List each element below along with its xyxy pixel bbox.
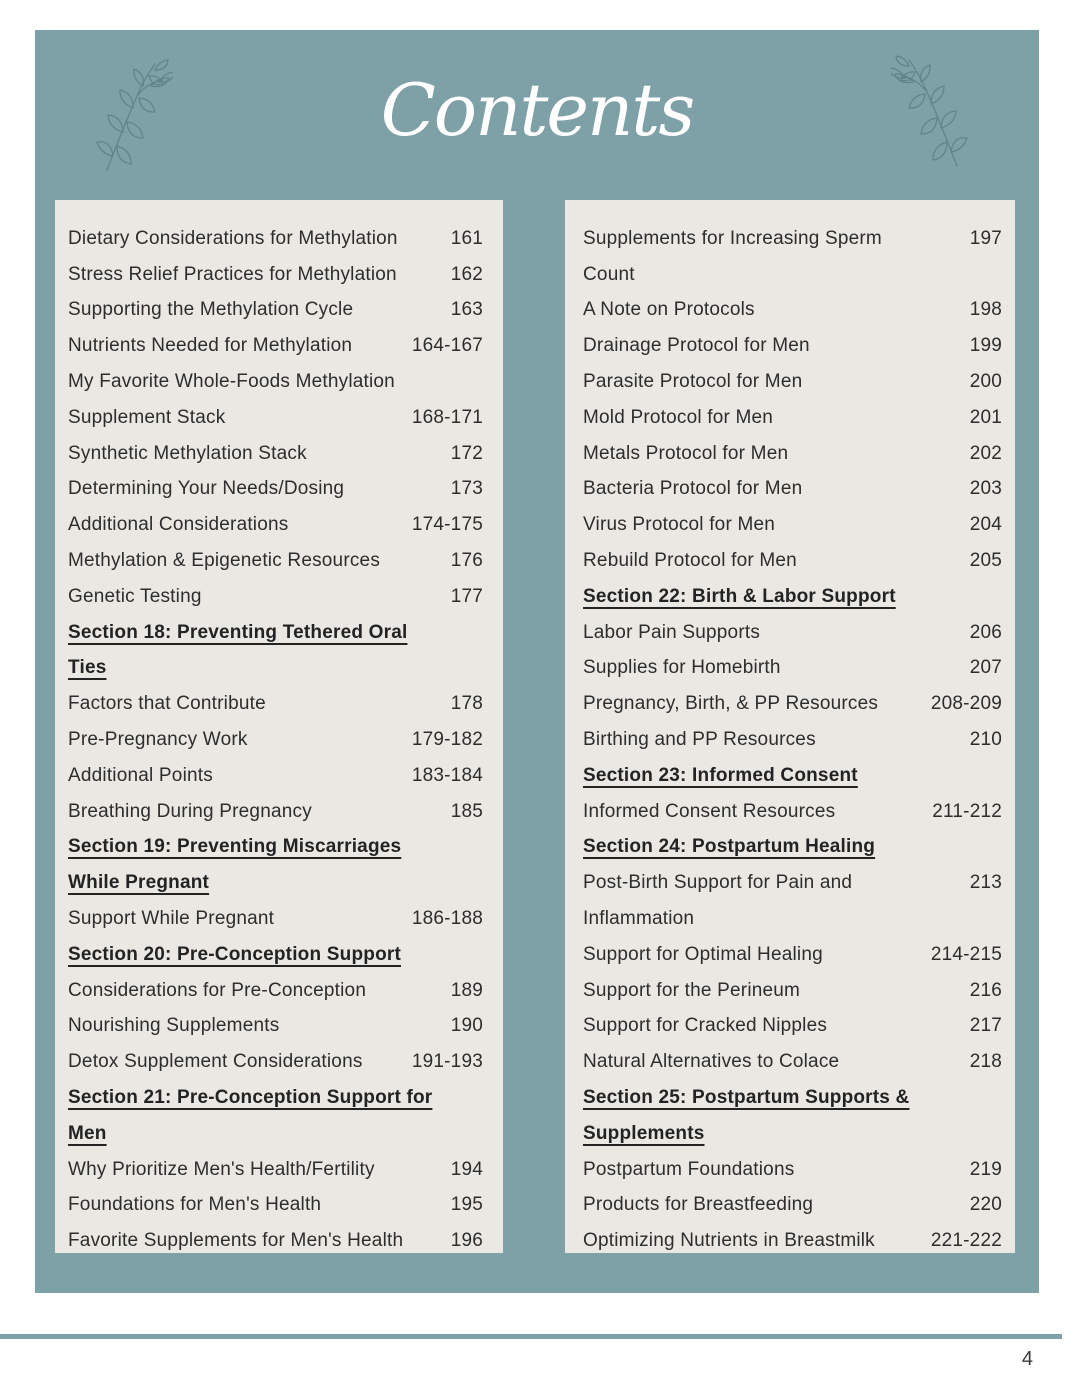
toc-entry-title: Birthing and PP Resources xyxy=(583,729,816,751)
toc-entry xyxy=(583,937,1002,973)
toc-entry-page-number: 197 xyxy=(969,227,1002,249)
toc-entry-title: Section 25: Postpartum Supports & xyxy=(583,1087,910,1109)
toc-entry-title: Nutrients Needed for Methylation xyxy=(68,335,353,357)
toc-entry xyxy=(583,865,1002,901)
toc-entry-title: Section 18: Preventing Tethered Oral xyxy=(68,621,408,643)
toc-entry-page-number: 202 xyxy=(969,442,1002,464)
toc-entry-page-number: 179-182 xyxy=(411,729,483,751)
toc-entry-page-number: 220 xyxy=(969,1194,1002,1216)
toc-left-column xyxy=(55,200,503,1253)
teal-banner xyxy=(35,30,1039,1293)
toc-entry-title: Virus Protocol for Men xyxy=(583,514,776,536)
toc-entry-page-number: 217 xyxy=(969,1015,1002,1037)
toc-entry-title: Methylation & Epigenetic Resources xyxy=(68,550,381,572)
toc-entry-title: Ties xyxy=(68,657,107,679)
toc-entry-page-number: 189 xyxy=(450,979,483,1001)
toc-entry-page-number: 219 xyxy=(969,1158,1002,1180)
toc-entry-page-number: 164-167 xyxy=(411,335,483,357)
toc-entry-title: Synthetic Methylation Stack xyxy=(68,442,307,464)
toc-entry xyxy=(583,579,1002,615)
toc-entry-page-number: 205 xyxy=(969,550,1002,572)
toc-entry-title: Foundations for Men's Health xyxy=(68,1194,322,1216)
toc-entry xyxy=(68,364,483,400)
toc-entry-title: Post-Birth Support for Pain and xyxy=(583,872,853,894)
toc-entry xyxy=(583,257,1002,293)
toc-entry-page-number: 185 xyxy=(450,800,483,822)
toc-entry-page-number: 168-171 xyxy=(411,406,483,428)
toc-entry-title: My Favorite Whole-Foods Methylation xyxy=(68,371,395,393)
toc-entry-page-number: 206 xyxy=(969,621,1002,643)
toc-entry-page-number: 214-215 xyxy=(930,943,1002,965)
toc-entry xyxy=(68,1188,483,1224)
toc-entry xyxy=(583,830,1002,866)
toc-entry-title: Metals Protocol for Men xyxy=(583,442,789,464)
toc-entry xyxy=(583,1080,1002,1116)
toc-entry-page-number: 200 xyxy=(969,371,1002,393)
toc-entry xyxy=(583,1188,1002,1224)
toc-entry xyxy=(583,293,1002,329)
toc-entry-page-number: 183-184 xyxy=(411,764,483,786)
toc-entry-title: Labor Pain Supports xyxy=(583,621,761,643)
toc-entry xyxy=(583,328,1002,364)
toc-entry-page-number: 186-188 xyxy=(411,908,483,930)
toc-entry xyxy=(583,221,1002,257)
toc-entry-title: Nourishing Supplements xyxy=(68,1015,280,1037)
toc-entry xyxy=(583,1009,1002,1045)
botanical-sprig-icon xyxy=(93,58,173,178)
toc-entry-page-number: 208-209 xyxy=(930,693,1002,715)
toc-entry xyxy=(68,257,483,293)
toc-entry-title: Support While Pregnant xyxy=(68,908,275,930)
toc-entry-page-number: 203 xyxy=(969,478,1002,500)
toc-entry xyxy=(68,1152,483,1188)
toc-entry-title: Section 19: Preventing Miscarriages xyxy=(68,836,402,858)
page-title: Contents xyxy=(380,68,694,152)
toc-entry xyxy=(68,472,483,508)
toc-entry xyxy=(583,901,1002,937)
toc-entry-page-number: 199 xyxy=(969,335,1002,357)
toc-entry xyxy=(68,651,483,687)
toc-entry-page-number: 173 xyxy=(450,478,483,500)
toc-entry-page-number: 198 xyxy=(969,299,1002,321)
toc-entry xyxy=(68,293,483,329)
toc-entry xyxy=(583,543,1002,579)
toc-entry xyxy=(68,901,483,937)
toc-entry xyxy=(68,865,483,901)
toc-entry-title: Section 21: Pre-Conception Support for xyxy=(68,1087,433,1109)
toc-entry-page-number: 216 xyxy=(969,979,1002,1001)
toc-entry xyxy=(583,686,1002,722)
toc-entry-title: Favorite Supplements for Men's Health xyxy=(68,1230,404,1252)
toc-entry-page-number: 172 xyxy=(450,442,483,464)
toc-entry-page-number: 196 xyxy=(450,1230,483,1252)
toc-entry-page-number: 221-222 xyxy=(930,1230,1002,1252)
toc-entry xyxy=(583,651,1002,687)
toc-entry xyxy=(583,794,1002,830)
toc-entry-title: Support for the Perineum xyxy=(583,979,801,1001)
toc-entry-title: Mold Protocol for Men xyxy=(583,406,774,428)
toc-entry-title: Section 24: Postpartum Healing xyxy=(583,836,876,858)
toc-entry xyxy=(583,1152,1002,1188)
toc-entry xyxy=(68,937,483,973)
toc-entry xyxy=(68,1044,483,1080)
toc-entry xyxy=(68,794,483,830)
toc-entry-title: Supplements for Increasing Sperm xyxy=(583,227,882,249)
toc-entry xyxy=(68,436,483,472)
toc-entry xyxy=(583,472,1002,508)
toc-entry-page-number: 201 xyxy=(969,406,1002,428)
toc-entry-page-number: 162 xyxy=(450,263,483,285)
toc-entry xyxy=(68,543,483,579)
toc-entry-title: Support for Cracked Nipples xyxy=(583,1015,828,1037)
toc-entry-title: Products for Breastfeeding xyxy=(583,1194,814,1216)
toc-entry-title: Breathing During Pregnancy xyxy=(68,800,312,822)
toc-right-column xyxy=(565,200,1015,1253)
footer-divider xyxy=(0,1334,1062,1339)
toc-entry xyxy=(583,722,1002,758)
toc-entry xyxy=(68,722,483,758)
toc-entry-page-number: 176 xyxy=(450,550,483,572)
toc-entry xyxy=(68,1080,483,1116)
toc-entry xyxy=(68,579,483,615)
toc-entry-title: Supporting the Methylation Cycle xyxy=(68,299,354,321)
toc-entry xyxy=(68,758,483,794)
toc-entry-title: Informed Consent Resources xyxy=(583,800,836,822)
toc-entry-title: Pre-Pregnancy Work xyxy=(68,729,248,751)
toc-entry-page-number: 218 xyxy=(969,1051,1002,1073)
toc-entry-title: Pregnancy, Birth, & PP Resources xyxy=(583,693,879,715)
toc-entry-title: Dietary Considerations for Methylation xyxy=(68,227,398,249)
toc-entry-title: Supplies for Homebirth xyxy=(583,657,781,679)
toc-entry-title: Support for Optimal Healing xyxy=(583,943,823,965)
toc-entry xyxy=(68,1116,483,1152)
toc-entry-page-number: 195 xyxy=(450,1194,483,1216)
toc-entry-title: Stress Relief Practices for Methylation xyxy=(68,263,397,285)
toc-entry xyxy=(68,1009,483,1045)
toc-entry-title: Bacteria Protocol for Men xyxy=(583,478,803,500)
toc-entry xyxy=(583,507,1002,543)
toc-entry-title: Section 22: Birth & Labor Support xyxy=(583,585,896,607)
toc-entry xyxy=(68,1223,483,1253)
toc-entry-title: Why Prioritize Men's Health/Fertility xyxy=(68,1158,375,1180)
toc-entry-title: Additional Points xyxy=(68,764,213,786)
toc-entry-page-number: 204 xyxy=(969,514,1002,536)
toc-entry xyxy=(68,328,483,364)
toc-entry-title: Detox Supplement Considerations xyxy=(68,1051,363,1073)
toc-entry xyxy=(68,686,483,722)
toc-entry-page-number: 161 xyxy=(450,227,483,249)
toc-entry xyxy=(68,830,483,866)
toc-entry-page-number: 210 xyxy=(969,729,1002,751)
toc-entry-title: Genetic Testing xyxy=(68,585,202,607)
toc-entry xyxy=(583,1116,1002,1152)
botanical-sprig-icon xyxy=(891,54,971,174)
toc-entry xyxy=(583,1223,1002,1253)
toc-entry-title: Additional Considerations xyxy=(68,514,289,536)
page-number: 4 xyxy=(1021,1348,1033,1370)
toc-entry xyxy=(68,400,483,436)
toc-entry xyxy=(68,973,483,1009)
toc-entry-title: Optimizing Nutrients in Breastmilk xyxy=(583,1230,875,1252)
toc-entry-page-number: 213 xyxy=(969,872,1002,894)
toc-entry-title: Count xyxy=(583,263,635,285)
toc-entry-title: A Note on Protocols xyxy=(583,299,755,321)
toc-entry xyxy=(583,615,1002,651)
toc-entry-page-number: 177 xyxy=(450,585,483,607)
toc-entry-page-number: 190 xyxy=(450,1015,483,1037)
toc-entry-title: Postpartum Foundations xyxy=(583,1158,795,1180)
toc-entry-title: Inflammation xyxy=(583,908,695,930)
toc-entry xyxy=(583,973,1002,1009)
toc-entry-page-number: 207 xyxy=(969,657,1002,679)
toc-entry-title: Section 23: Informed Consent xyxy=(583,764,858,786)
toc-entry-page-number: 191-193 xyxy=(411,1051,483,1073)
toc-entry xyxy=(583,364,1002,400)
toc-entry-title: Supplements xyxy=(583,1122,705,1144)
toc-entry-title: Men xyxy=(68,1122,107,1144)
toc-entry-page-number: 174-175 xyxy=(411,514,483,536)
toc-entry-title: Drainage Protocol for Men xyxy=(583,335,810,357)
toc-entry xyxy=(583,400,1002,436)
toc-entry-page-number: 211-212 xyxy=(932,800,1002,822)
toc-entry xyxy=(583,436,1002,472)
toc-entry-page-number: 194 xyxy=(450,1158,483,1180)
toc-entry xyxy=(68,221,483,257)
toc-entry-title: Supplement Stack xyxy=(68,406,226,428)
toc-entry-title: Considerations for Pre-Conception xyxy=(68,979,367,1001)
toc-entry xyxy=(583,1044,1002,1080)
toc-entry-title: While Pregnant xyxy=(68,872,210,894)
toc-entry xyxy=(68,507,483,543)
toc-entry-title: Parasite Protocol for Men xyxy=(583,371,803,393)
toc-entry-title: Section 20: Pre-Conception Support xyxy=(68,943,401,965)
toc-entry-title: Natural Alternatives to Colace xyxy=(583,1051,840,1073)
toc-entry-page-number: 163 xyxy=(450,299,483,321)
toc-entry-page-number: 178 xyxy=(450,693,483,715)
toc-entry-title: Factors that Contribute xyxy=(68,693,266,715)
toc-entry xyxy=(583,758,1002,794)
toc-entry-title: Rebuild Protocol for Men xyxy=(583,550,797,572)
toc-entry xyxy=(68,615,483,651)
toc-entry-title: Determining Your Needs/Dosing xyxy=(68,478,345,500)
